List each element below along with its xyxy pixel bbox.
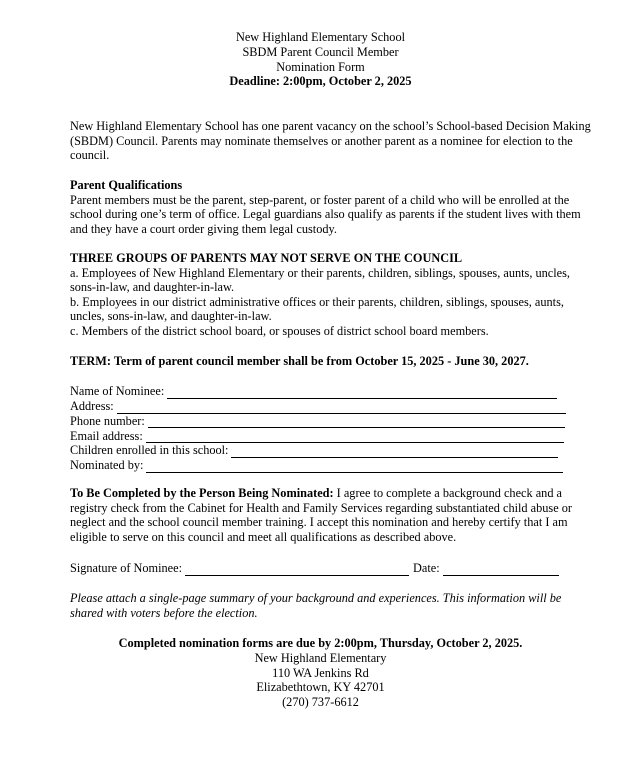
consent-section <box>70 486 595 544</box>
group-b: b. Employees in our district administrative offices or their parents, children, siblings, spouses, aunts, uncles, sons-in-law, and daughter-in-law. <box>70 294 564 324</box>
form-header <box>0 30 641 89</box>
field-row-phone <box>70 414 570 429</box>
nominated-by-label: Nominated by: <box>70 458 144 473</box>
field-row-name <box>70 384 570 399</box>
address-field[interactable] <box>117 402 566 414</box>
term-section <box>70 354 595 369</box>
field-row-address <box>70 399 570 414</box>
due-text: Completed nomination forms are due by 2:00pm, Thursday, October 2, 2025. <box>118 636 523 650</box>
form-title: Nomination Form <box>276 59 365 74</box>
email-label: Email address: <box>70 428 143 443</box>
qualifications-section <box>70 178 595 236</box>
attachment-note-text: Please attach a single-page summary of your background and experiences. This information will be shared with voters before the election. <box>70 591 562 620</box>
groups-section <box>70 251 595 339</box>
qualifications-text: Parent members must be the parent, step-parent, or foster parent of a child who will be enrolled at the school during one’s term of office. Legal guardians also qualify as parents if the student lives with them and they have a court order giving them legal custody. <box>70 192 581 236</box>
groups-heading: THREE GROUPS OF PARENTS MAY NOT SERVE ON THE COUNCIL <box>70 251 463 265</box>
intro-section <box>70 119 595 163</box>
group-a: a. Employees of New Highland Elementary or their parents, children, siblings, spouses, aunts, uncles, sons-in-law, and daughter-in-law. <box>70 265 570 295</box>
name-field[interactable] <box>167 387 557 399</box>
field-row-children <box>70 443 570 458</box>
email-field[interactable] <box>146 431 564 443</box>
nominated-by-field[interactable] <box>146 461 563 473</box>
signature-label: Signature of Nominee: <box>70 561 183 575</box>
deadline-text: Deadline: 2:00pm, October 2, 2025 <box>229 74 412 89</box>
phone-label: Phone number: <box>70 413 145 428</box>
footer-city: Elizabethtown, KY 42701 <box>256 680 385 695</box>
school-name: New Highland Elementary School <box>235 30 406 44</box>
date-field[interactable] <box>443 564 559 576</box>
footer-phone: (270) 737-6612 <box>282 695 359 710</box>
signature-row <box>70 561 559 576</box>
children-label: Children enrolled in this school: <box>70 443 229 458</box>
footer-school: New Highland Elementary <box>254 650 387 665</box>
intro-paragraph: New Highland Elementary School has one parent vacancy on the school’s School-based Decision Making (SBDM) Council. Parents may nominate themselves or another parent as a nominee for election to the council. <box>70 119 591 163</box>
attachment-note <box>70 591 595 620</box>
phone-field[interactable] <box>148 416 565 428</box>
field-row-email <box>70 428 570 443</box>
children-field[interactable] <box>231 446 558 458</box>
address-label: Address: <box>70 399 114 413</box>
nominee-fields <box>70 384 570 473</box>
qualifications-heading: Parent Qualifications <box>70 178 183 192</box>
term-label: TERM <box>70 354 107 368</box>
name-label: Name of Nominee: <box>70 384 165 399</box>
consent-paragraph <box>70 486 595 544</box>
footer-street: 110 WA Jenkins Rd <box>272 665 369 680</box>
term-text: : Term of parent council member shall be from October 15, 2025 - June 30, 2027. <box>106 354 529 368</box>
signature-field[interactable] <box>185 564 409 576</box>
field-row-nominated-by <box>70 458 570 473</box>
group-c: c. Members of the district school board, or spouses of district school board members. <box>70 323 489 338</box>
form-footer <box>0 636 641 710</box>
consent-heading: To Be Completed by the Person Being Nominated: <box>70 486 334 500</box>
consent-text: I agree to complete a background check and a registry check from the Cabinet for Health and Family Services regarding substantiated child abuse or neglect and the school council member training. I accept this nomination and hereby certify that I am eligible to serve on this council and meet all qualifications as described above. <box>70 486 572 544</box>
council-title: SBDM Parent Council Member <box>242 44 399 59</box>
date-label: Date: <box>413 561 440 575</box>
